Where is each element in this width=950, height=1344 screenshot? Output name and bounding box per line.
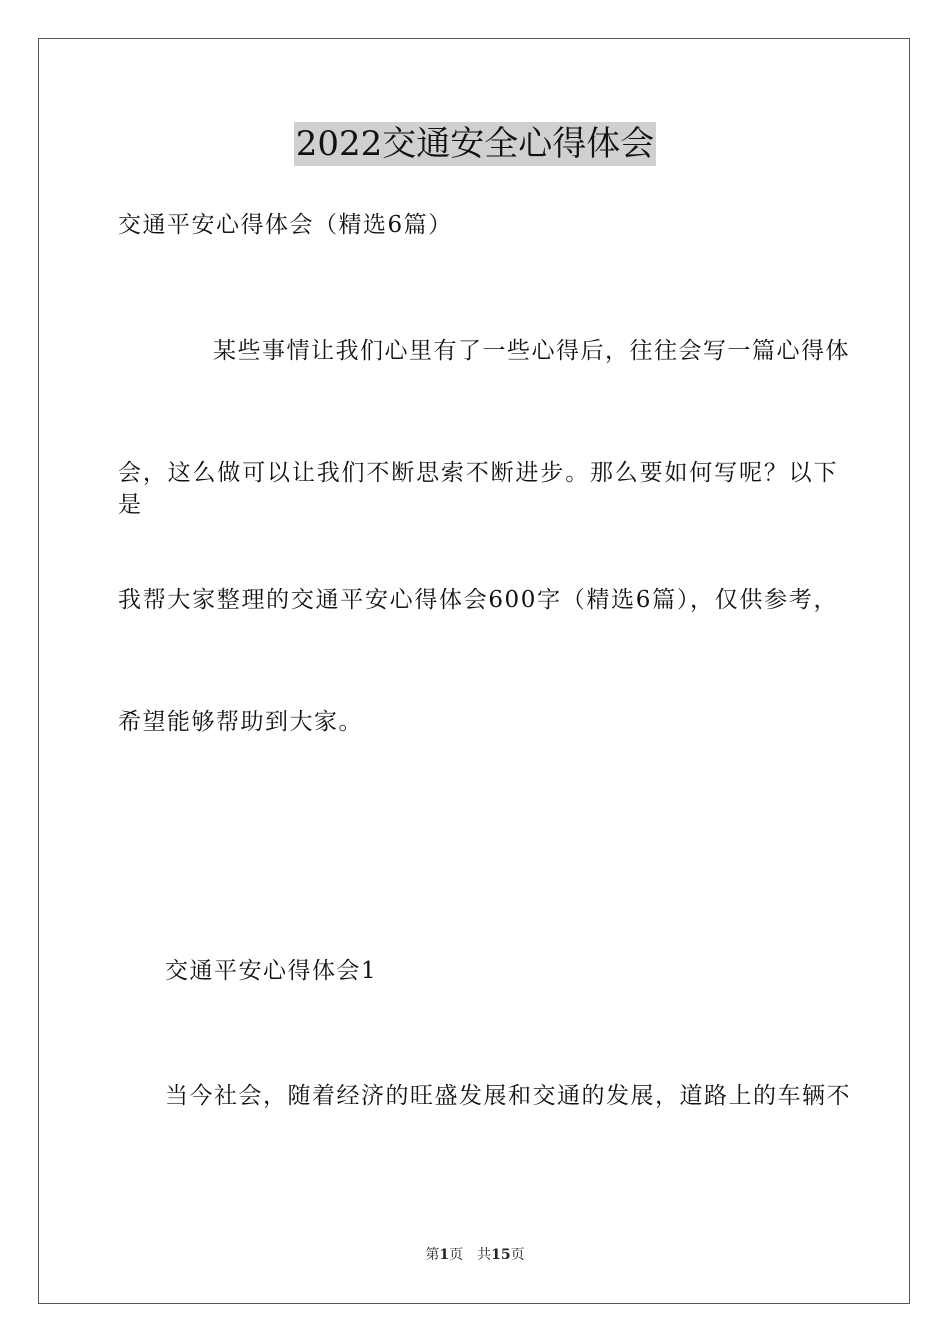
footer-total-pages: 15 <box>491 1247 511 1263</box>
intro-line-4: 希望能够帮助到大家。 <box>118 709 363 735</box>
section-heading: 交通平安心得体会1 <box>165 958 378 984</box>
footer-total-suffix: 页 <box>510 1247 525 1263</box>
intro-line-3: 我帮大家整理的交通平安心得体会600字（精选6篇），仅供参考， <box>118 587 838 613</box>
document-title: 2022交通安全心得体会 <box>295 124 655 164</box>
document-subtitle: 交通平安心得体会（精选6篇） <box>118 212 453 238</box>
footer-page-number: 1 <box>439 1247 450 1263</box>
footer-page-suffix: 页 <box>449 1247 464 1263</box>
document-title-container <box>0 122 950 172</box>
footer-page-prefix: 第 <box>425 1247 440 1263</box>
footer-total-prefix: 共 <box>477 1247 492 1263</box>
section-paragraph-line-1: 当今社会，随着经济的旺盛发展和交通的发展，道路上的车辆不 <box>165 1083 851 1109</box>
page-footer <box>0 1245 950 1265</box>
intro-line-2: 会，这么做可以让我们不断思索不断进步。那么要如何写呢？以下是 <box>118 460 838 518</box>
intro-line-1: 某些事情让我们心里有了一些心得后，往往会写一篇心得体 <box>213 338 850 364</box>
